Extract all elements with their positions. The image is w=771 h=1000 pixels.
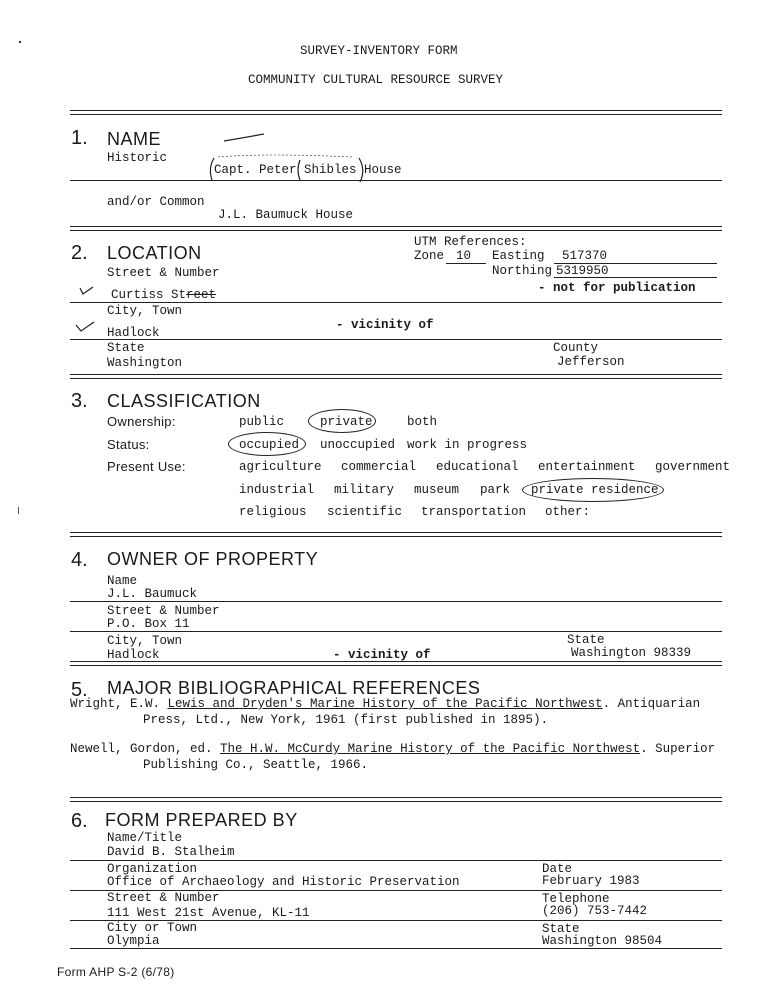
present-use-label: Present Use:: [107, 459, 186, 474]
scan-speck: [18, 507, 19, 514]
section-3-title: CLASSIFICATION: [107, 391, 261, 411]
field-line: [70, 339, 722, 340]
use-religious: religious: [239, 505, 307, 519]
section-1-number: 1.: [71, 127, 88, 149]
section-divider: [70, 374, 722, 379]
section-5-title: MAJOR BIBLIOGRAPHICAL REFERENCES: [107, 678, 481, 698]
field-line: [554, 277, 717, 278]
use-museum: museum: [414, 483, 460, 497]
common-label: and/or Common: [107, 195, 205, 209]
field-line: [70, 601, 722, 602]
state-value: Washington: [107, 356, 183, 370]
field-line: [70, 948, 722, 949]
ownership-both: both: [407, 415, 438, 429]
owner-state-label: State: [567, 633, 605, 647]
owner-street-label: Street & Number: [107, 604, 220, 618]
city-value: Hadlock: [107, 326, 160, 340]
section-6-title: FORM PREPARED BY: [105, 810, 298, 830]
section-2-number: 2.: [71, 242, 88, 264]
status-occupied: occupied: [239, 438, 300, 452]
selection-circle: [522, 478, 664, 502]
section-4-number: 4.: [71, 549, 88, 571]
use-entertainment: entertainment: [538, 460, 636, 474]
street-value: Curtiss Street: [111, 288, 217, 302]
use-commercial: commercial: [341, 460, 417, 474]
field-line: [70, 180, 722, 181]
field-line: [70, 860, 722, 861]
section-divider: [70, 532, 722, 537]
status-work-in-progress: work in progress: [407, 438, 528, 452]
reference-2: Newell, Gordon, ed. The H.W. McCurdy Marine History of the Pacific Northwest. Superior: [70, 742, 716, 756]
easting-label: Easting: [492, 249, 545, 263]
date-value: February 1983: [542, 874, 640, 888]
section-divider: [70, 661, 722, 666]
use-military: military: [334, 483, 395, 497]
section-divider: [70, 110, 722, 115]
ownership-label: Ownership:: [107, 414, 176, 429]
form-id: Form AHP S-2 (6/78): [57, 965, 175, 979]
vicinity-label: - vicinity of: [336, 318, 434, 332]
not-for-publication: - not for publication: [538, 281, 696, 295]
status-label: Status:: [107, 437, 150, 452]
northing-value: 5319950: [556, 264, 609, 278]
owner-city-value: Hadlock: [107, 648, 160, 662]
preparer-street-label: Street & Number: [107, 891, 220, 905]
county-value: Jefferson: [557, 355, 625, 369]
use-educational: educational: [436, 460, 519, 474]
reference-1-line2: Press, Ltd., New York, 1961 (first published in 1895).: [143, 713, 549, 727]
reference-1: Wright, E.W. Lewis and Dryden's Marine History of the Pacific Northwest. Antiquarian: [70, 697, 701, 711]
preparer-city-label: City or Town: [107, 921, 198, 935]
preparer-state-label: State: [542, 922, 580, 936]
ownership-private: private: [320, 415, 373, 429]
owner-city-label: City, Town: [107, 634, 183, 648]
form-header-title: SURVEY-INVENTORY FORM: [300, 44, 458, 58]
selection-circle: [308, 409, 376, 433]
telephone-value: (206) 753-7442: [542, 904, 648, 918]
organization-value: Office of Archaeology and Historic Preservation: [107, 875, 460, 889]
owner-state-value: Washington 98339: [571, 646, 692, 660]
section-3-number: 3.: [71, 390, 88, 412]
preparer-city-value: Olympia: [107, 934, 160, 948]
county-label: County: [553, 341, 599, 355]
use-scientific: scientific: [327, 505, 403, 519]
reference-2-line2: Publishing Co., Seattle, 1966.: [143, 758, 369, 772]
organization-label: Organization: [107, 862, 198, 876]
status-unoccupied: unoccupied: [320, 438, 396, 452]
use-private-residence: private residence: [531, 483, 659, 497]
use-government: government: [655, 460, 731, 474]
owner-name-value: J.L. Baumuck: [107, 587, 198, 601]
use-transportation: transportation: [421, 505, 527, 519]
zone-value: 10: [456, 249, 472, 263]
section-6-number: 6.: [71, 810, 88, 832]
preparer-name-value: David B. Stalheim: [107, 845, 235, 859]
date-label: Date: [542, 862, 573, 876]
field-line: [70, 302, 722, 303]
street-label: Street & Number: [107, 266, 220, 280]
common-name-value: J.L. Baumuck House: [218, 208, 354, 222]
checkmark-icon: [74, 320, 96, 334]
owner-name-label: Name: [107, 574, 138, 588]
checkmark-icon: [222, 132, 266, 144]
preparer-street-value: 111 West 21st Avenue, KL-11: [107, 906, 310, 920]
easting-value: 517370: [562, 249, 608, 263]
zone-label: Zone: [414, 249, 445, 263]
owner-street-value: P.O. Box 11: [107, 617, 190, 631]
form-header-subtitle: COMMUNITY CULTURAL RESOURCE SURVEY: [248, 73, 504, 87]
state-label: State: [107, 341, 145, 355]
field-line: [70, 631, 722, 632]
section-divider: [70, 226, 722, 231]
telephone-label: Telephone: [542, 892, 610, 906]
checkmark-icon: [78, 285, 96, 297]
section-divider: [70, 797, 722, 802]
use-other: other:: [545, 505, 591, 519]
preparer-name-label: Name/Title: [107, 831, 183, 845]
section-2-title: LOCATION: [107, 243, 202, 263]
use-agriculture: agriculture: [239, 460, 322, 474]
use-industrial: industrial: [239, 483, 315, 497]
section-5-number: 5.: [71, 679, 88, 701]
historic-name-value: Capt. Peter Shibles House: [214, 163, 402, 177]
scan-speck: [19, 41, 21, 43]
city-label: City, Town: [107, 304, 183, 318]
field-line: [446, 263, 486, 264]
owner-vicinity-label: - vicinity of: [333, 648, 431, 662]
northing-label: Northing: [492, 264, 553, 278]
preparer-state-value: Washington 98504: [542, 934, 663, 948]
ownership-public: public: [239, 415, 285, 429]
utm-label: UTM References:: [414, 235, 527, 249]
section-1-title: NAME: [107, 129, 162, 149]
section-4-title: OWNER OF PROPERTY: [107, 549, 319, 569]
use-park: park: [480, 483, 511, 497]
historic-label: Historic: [107, 151, 168, 165]
selection-circle: [228, 432, 306, 456]
